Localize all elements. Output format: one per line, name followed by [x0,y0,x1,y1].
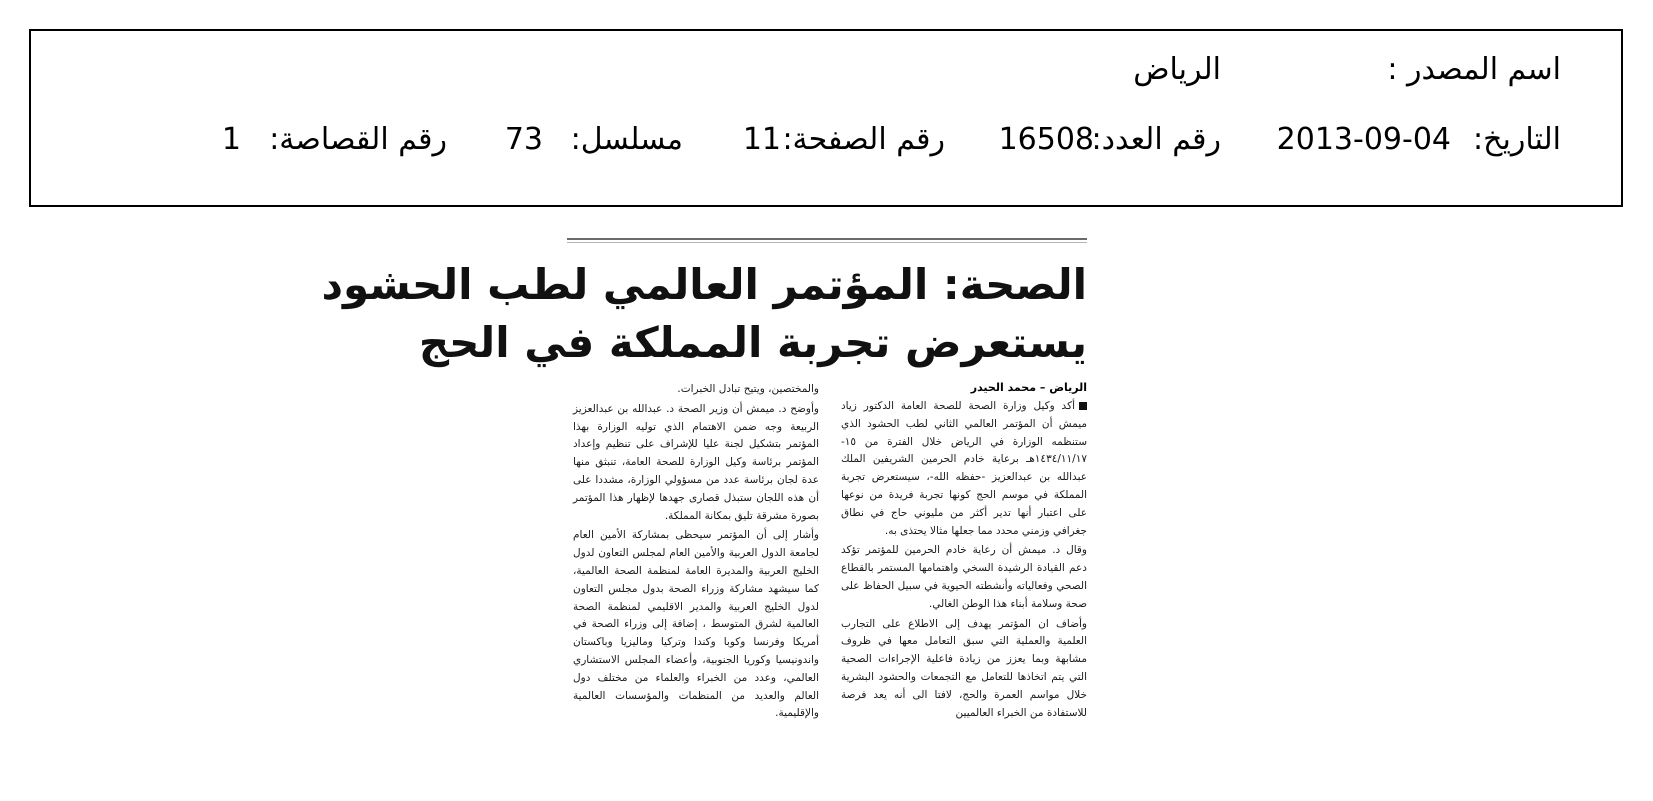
paragraph: أكد وكيل وزارة الصحة للصحة العامة الدكتور زياد ميمش أن المؤتمر العالمي الثاني لطب الحشود الذي ستنظمه الوزارة في الرياض خلال الفترة من ١٥- ١٤٣٤/١١/١٧هـ برعاية خادم الحرمين الشريفين الملك عبدالله بن عبدالعزيز -حفظه الله-، سيستعرض تجربة المملكة في موسم الحج كونها تجربة فريدة من نوعها على اعتبار أنها تدير أكثر من مليوني حاج في نطاق جغرافي وزمني محدد مما جعلها مثالا يحتذى به. [841,400,1087,537]
paragraph: وأضاف ان المؤتمر يهدف إلى الاطلاع على التجارب العلمية والعملية التي سبق التعامل معها في ظروف مشابهة وبما يعزز من زيادة فاعلية الإجراءات الصحية التي يتم اتخاذها للتعامل مع التجمعات والحشود البشرية خلال مواسم العمرة والحج، لافتا الى أنه يعد فرصة للاستفادة من الخبراء العالميين [841,617,1087,719]
top-rule [567,238,1087,240]
article-column-left [573,381,819,725]
page-value: 11 [742,122,781,157]
source-label: اسم المصدر : [1387,52,1561,87]
date-label: التاريخ: [1473,122,1561,157]
page-label: رقم الصفحة: [782,122,945,157]
source-value: الرياض [1133,52,1221,87]
headline-line-2: يستعرض تجربة المملكة في الحج [418,318,1087,367]
serial-value: 73 [504,122,543,157]
byline: الرياض – محمد الحيدر [970,381,1087,394]
paragraph: وأوضح د. ميمش أن وزير الصحة د. عبدالله بن عبدالعزيز الربيعة وجه ضمن الاهتمام الذي توليه الوزارة بهذا المؤتمر بتشكيل لجنة عليا للإشراف على تنظيم وإعداد المؤتمر برئاسة وكيل الوزارة للصحة العامة، تنبثق منها عدة لجان برئاسة عدد من مسؤولي الوزارة، مشددا على أن هذه اللجان ستبذل قصارى جهدها لإظهار هذا المؤتمر بصورة مشرقة تليق بمكانة المملكة. [573,402,819,522]
clipping-header [29,29,1623,207]
bullet-square-icon [1079,402,1087,410]
paragraph: والمختصين، ويتيح تبادل الخبرات. [677,383,819,395]
headline-line-1: الصحة: المؤتمر العالمي لطب الحشود [321,260,1087,309]
top-rule-thin [567,242,1087,243]
date-value: 2013-09-04 [1276,122,1451,157]
issue-value: 16508 [998,122,1094,157]
issue-label: رقم العدد: [1091,122,1221,157]
paragraph: وقال د. ميمش أن رعاية خادم الحرمين للمؤتمر تؤكد دعم القيادة الرشيدة السخي واهتمامها المستمر بالقطاع الصحي وفعالياته وأنشطته الحيوية في سبيل الحفاظ على صحة وسلامة أبناء هذا الوطن الغالي. [841,544,1087,610]
paragraph: وأشار إلى أن المؤتمر سيحظى بمشاركة الأمين العام لجامعة الدول العربية والأمين العام لمجلس التعاون لدول الخليج العربية والمديرة العامة لمنظمة الصحة العالمية، كما سيشهد مشاركة وزراء الصحة بدول مجلس التعاون لدول الخليج العربية والمدير الاقليمي لمنظمة الصحة العالمية لشرق المتوسط ، إضافة إلى وزراء الصحة في أمريكا وفرنسا وكوبا وكندا وتركيا وماليزيا وباكستان واندونيسيا وكوريا الجنوبية، وأعضاء المجلس الاستشاري العالمي، وعدد من الخبراء والعلماء من مختلف دول العالم والعديد من المنظمات والمؤسسات العالمية والإقليمية. [573,529,819,720]
clip-value: 1 [221,122,241,157]
article-column-right [841,398,1087,724]
newspaper-clipping [321,238,1087,778]
serial-label: مسلسل: [570,122,683,157]
clip-label: رقم القصاصة: [269,122,447,157]
